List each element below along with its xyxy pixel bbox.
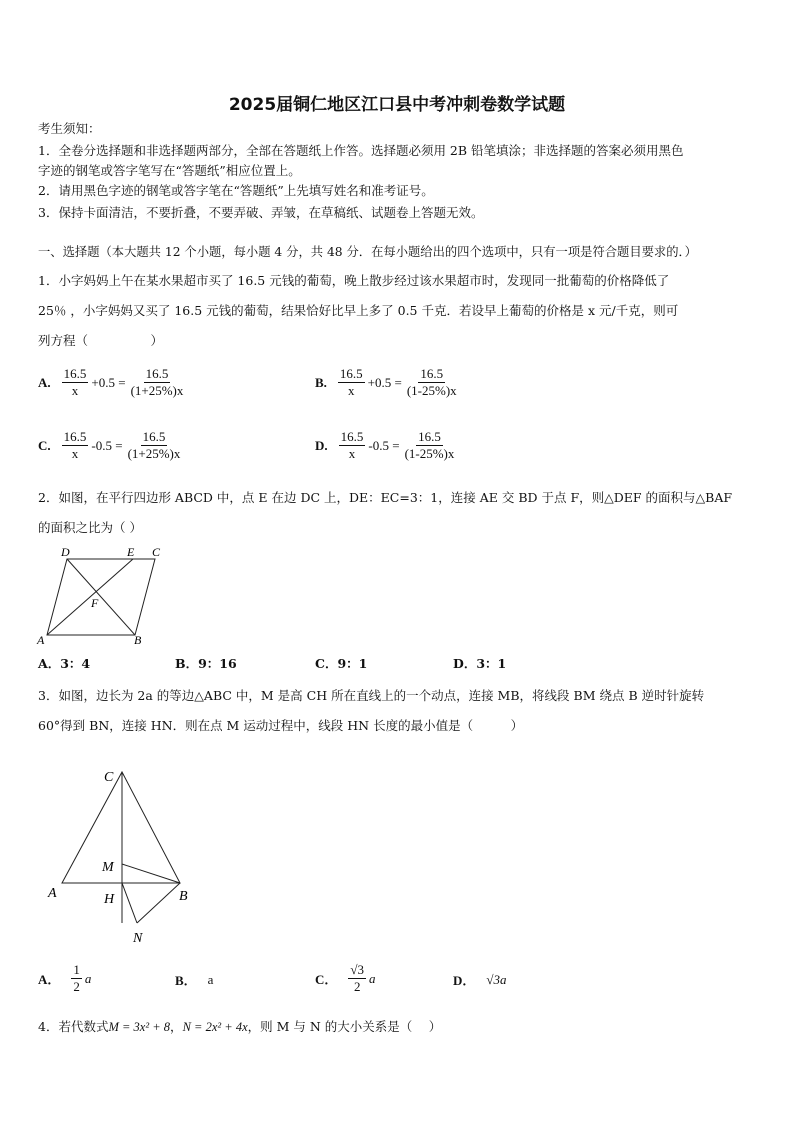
question-1-text: 列方程（ ） <box>38 333 164 348</box>
option-d[interactable]: D．3：1 <box>453 656 507 671</box>
label-c: C <box>152 545 161 559</box>
question-3-text: 3．如图，边长为 2a 的等边△ABC 中，M 是高 CH 所在直线上的一个动点，连接 MB，将线段 BM 绕点 B 逆时针旋转 <box>38 688 705 703</box>
option-a[interactable]: A．3：4 <box>38 656 91 671</box>
question-1-text: 25％ ，小字妈妈又买了 16.5 元钱的葡萄，结果恰好比早上多了 0.5 千克．若设早上葡萄的价格是 x 元/千克，则可 <box>38 303 679 318</box>
notice-item: 字迹的钢笔或答字笔写在“答题纸”相应位置上。 <box>38 163 301 178</box>
label-f: F <box>91 596 99 610</box>
expression-m: M = 3x² + 8 <box>108 1020 171 1034</box>
label-b: B <box>134 633 142 647</box>
page-title: 2025届铜仁地区江口县中考冲刺卷数学试题 <box>228 95 566 115</box>
triangle-figure <box>40 760 200 950</box>
label-e: E <box>127 545 135 559</box>
option-c[interactable]: C． $\frac{√3}{2}$ a <box>315 962 376 994</box>
label-c: C <box>104 770 114 785</box>
notice-heading: 考生须知： <box>38 121 101 136</box>
label-n: N <box>133 931 143 946</box>
option-b[interactable]: B. $\frac{16.5}{x}$ +0.5 = $\frac{16.5}{(1-25\%)x}$ <box>315 366 457 398</box>
option-d[interactable]: D． √3a <box>453 971 507 988</box>
notice-item: 1．全卷分选择题和非选择题两部分，全部在答题纸上作答。选择题必须用 2B 铅笔填涂；非选择题的答案必须用黑色 <box>38 143 684 158</box>
option-c[interactable]: C. $\frac{16.5}{x}$ -0.5 = $\frac{16.5}{(1+25\%)x}$ <box>38 429 181 461</box>
label-b: B <box>179 889 188 904</box>
option-a[interactable]: A. $\frac{16.5}{x}$ +0.5 = $\frac{16.5}{(1+25\%)x}$ <box>38 366 184 398</box>
label-m: M <box>102 860 114 875</box>
option-b[interactable]: B．9：16 <box>175 656 237 671</box>
question-1-text: 1．小字妈妈上午在某水果超市买了 16.5 元钱的葡萄，晚上散步经过该水果超市时，发现同一批葡萄的价格降低了 <box>38 273 670 288</box>
option-c[interactable]: C．9：1 <box>315 656 368 671</box>
expression-n: N = 2x² + 4x <box>182 1020 248 1034</box>
question-4-text: 4．若代数式 M = 3x² + 8 ， N = 2x² + 4x ，则 M 与 N 的大小关系是（ ） <box>38 1016 441 1038</box>
question-3-text: 60°得到 BN，连接 HN．则在点 M 运动过程中，线段 HN 长度的最小值是（ ） <box>38 718 524 733</box>
notice-item: 2．请用黑色字迹的钢笔或答字笔在“答题纸”上先填写姓名和准考证号。 <box>38 183 434 198</box>
section-heading: 一、选择题（本大题共 12 个小题，每小题 4 分，共 48 分．在每小题给出的四个选项中，只有一项是符合题目要求的．） <box>38 245 697 259</box>
label-h: H <box>104 892 115 907</box>
option-a[interactable]: A． $\frac{1}{2}$ a <box>38 962 92 994</box>
label-a: A <box>48 886 57 901</box>
question-2-text: 2．如图，在平行四边形 ABCD 中，点 E 在边 DC 上，DE：EC=3：1，连接 AE 交 BD 于点 F，则△DEF 的面积与△BAF <box>38 490 733 505</box>
parallelogram-figure <box>35 543 170 648</box>
label-a: A <box>37 633 45 647</box>
option-d[interactable]: D. $\frac{16.5}{x}$ -0.5 = $\frac{16.5}{(1-25\%)x}$ <box>315 429 455 461</box>
option-b[interactable]: B． a <box>175 971 214 988</box>
notice-item: 3．保持卡面清洁，不要折叠，不要弄破、弄皱，在草稿纸、试题卷上答题无效。 <box>38 205 484 220</box>
question-2-text: 的面积之比为（ ） <box>38 520 142 535</box>
label-d: D <box>61 545 70 559</box>
